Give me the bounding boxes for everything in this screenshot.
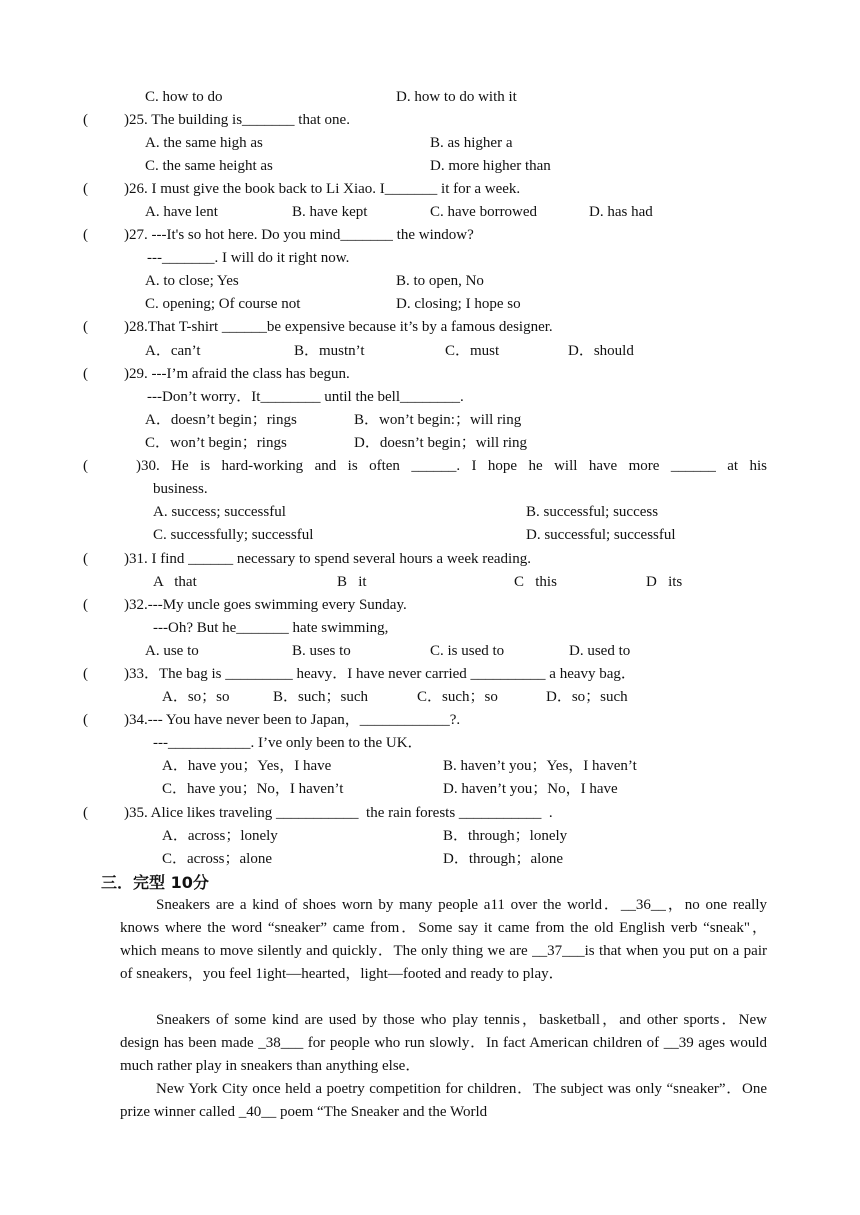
question-stem: )28.That T-shirt ______be expensive because it’s by a famous designer.: [124, 319, 553, 335]
answer-paren[interactable]: (: [83, 712, 88, 728]
answer-paren[interactable]: (: [83, 181, 88, 197]
option-d[interactable]: D．doesn’t begin；will ring: [354, 435, 528, 451]
option-c[interactable]: C．won’t begin；rings: [145, 435, 287, 451]
option-b[interactable]: B．such；such: [273, 689, 368, 705]
option-d[interactable]: D．through；alone: [443, 851, 563, 867]
option-b[interactable]: B. uses to: [292, 643, 351, 659]
answer-paren[interactable]: (: [83, 227, 88, 243]
question-reply: ---_______. I will do it right now.: [147, 250, 350, 266]
answer-paren[interactable]: (: [83, 551, 88, 567]
question-stem: )31. I find ______ necessary to spend several hours a week reading.: [124, 551, 531, 567]
option-b[interactable]: B．won’t begin:；will ring: [354, 412, 522, 428]
question-reply: ---Don’t worry．It________ until the bell________.: [147, 389, 464, 405]
option-a[interactable]: A. use to: [145, 643, 199, 659]
option-a[interactable]: A．so；so: [162, 689, 230, 705]
question-stem: )32.---My uncle goes swimming every Sunday.: [124, 597, 407, 613]
question-stem: )34.--- You have never been to Japan，____________?.: [124, 712, 461, 728]
option-d[interactable]: D. successful; successful: [526, 527, 676, 543]
option-a[interactable]: A．can’t: [145, 343, 201, 359]
option-c[interactable]: C this: [514, 574, 557, 590]
option-c[interactable]: C. the same height as: [145, 158, 273, 174]
option-b[interactable]: B. haven’t you；Yes，I haven’t: [443, 758, 637, 774]
question-stem: )26. I must give the book back to Li Xiao. I_______ it for a week.: [124, 181, 521, 197]
question-stem: )33．The bag is _________ heavy．I have never carried __________ a heavy bag．: [124, 666, 636, 682]
answer-paren[interactable]: (: [83, 666, 88, 682]
option-d[interactable]: D．should: [568, 343, 634, 359]
section-heading: 三．完型 10分: [101, 873, 209, 892]
question-stem: )27. ---It's so hot here. Do you mind_______ the window?: [124, 227, 474, 243]
option-c[interactable]: C．across；alone: [162, 851, 272, 867]
option-a[interactable]: A．have you；Yes，I have: [162, 758, 332, 774]
option-d[interactable]: D. haven’t you；No，I have: [443, 781, 618, 797]
option-c[interactable]: C. successfully; successful: [153, 527, 314, 543]
question-stem: )29. ---I’m afraid the class has begun.: [124, 366, 350, 382]
option-d[interactable]: D. has had: [589, 204, 653, 220]
option-c[interactable]: C．must: [445, 343, 500, 359]
option-a[interactable]: A that: [153, 574, 197, 590]
option-d[interactable]: D. used to: [569, 643, 631, 659]
option-b[interactable]: B．mustn’t: [294, 343, 365, 359]
option-b[interactable]: B it: [337, 574, 367, 590]
question-stem: )30. He is hard-working and is often ______. I hope he will have more ______ at his: [136, 458, 767, 474]
option-a[interactable]: A. the same high as: [145, 135, 263, 151]
answer-paren[interactable]: (: [83, 366, 88, 382]
option-a[interactable]: A．doesn’t begin；rings: [145, 412, 297, 428]
option-c[interactable]: C. is used to: [430, 643, 505, 659]
q24-option-c: C. how to do: [145, 89, 223, 105]
cloze-paragraph-1: Sneakers are a kind of shoes worn by many people a11 over the world．__36__，no one really knows where the word “sneaker” came from．Some say it came from the old English verb “sneak"，which means to move silently and quickly．The only thing we are __37___is that when you put on a pair of sneakers，you feel 1ight—hearted，light—footed and ready to play．: [120, 897, 767, 982]
question-reply: ---Oh? But he_______ hate swimming,: [153, 620, 389, 636]
q24-option-d: D. how to do with it: [396, 89, 517, 105]
option-a[interactable]: A. have lent: [145, 204, 218, 220]
question-reply: ---___________. I’ve only been to the UK．: [153, 735, 423, 751]
answer-paren[interactable]: (: [83, 597, 88, 613]
option-b[interactable]: B. have kept: [292, 204, 368, 220]
option-a[interactable]: A．across；lonely: [162, 828, 278, 844]
option-c[interactable]: C．have you；No，I haven’t: [162, 781, 344, 797]
option-c[interactable]: C. have borrowed: [430, 204, 538, 220]
option-d[interactable]: D. more higher than: [430, 158, 551, 174]
option-d[interactable]: D．so；such: [546, 689, 628, 705]
option-b[interactable]: B．through；lonely: [443, 828, 568, 844]
question-stem: )25. The building is_______ that one.: [124, 112, 350, 128]
option-a[interactable]: A. success; successful: [153, 504, 286, 520]
answer-paren[interactable]: (: [83, 112, 88, 128]
option-b[interactable]: B. to open, No: [396, 273, 484, 289]
option-d[interactable]: D its: [646, 574, 683, 590]
answer-paren[interactable]: (: [83, 319, 88, 335]
cloze-paragraph-3: New York City once held a poetry competition for children．The subject was only “sneaker”．One prize winner called _40__ poem “The Sneaker and the World: [120, 1081, 767, 1120]
cloze-paragraph-2: Sneakers of some kind are used by those who play tennis，basketball，and other sports．New design has been made _38___ for people who run slowly．In fact American children of __39 ages would much rather play in sneakers than anything else．: [120, 1012, 767, 1074]
option-d[interactable]: D. closing; I hope so: [396, 296, 521, 312]
question-stem-continued: business.: [153, 481, 208, 497]
answer-paren[interactable]: (: [83, 805, 88, 821]
option-c[interactable]: C．such；so: [417, 689, 498, 705]
option-a[interactable]: A. to close; Yes: [145, 273, 239, 289]
question-stem: )35. Alice likes traveling ___________ the rain forests ___________ .: [124, 805, 553, 821]
option-b[interactable]: B. successful; success: [526, 504, 659, 520]
answer-paren[interactable]: (: [83, 458, 88, 474]
option-b[interactable]: B. as higher a: [430, 135, 513, 151]
option-c[interactable]: C. opening; Of course not: [145, 296, 301, 312]
